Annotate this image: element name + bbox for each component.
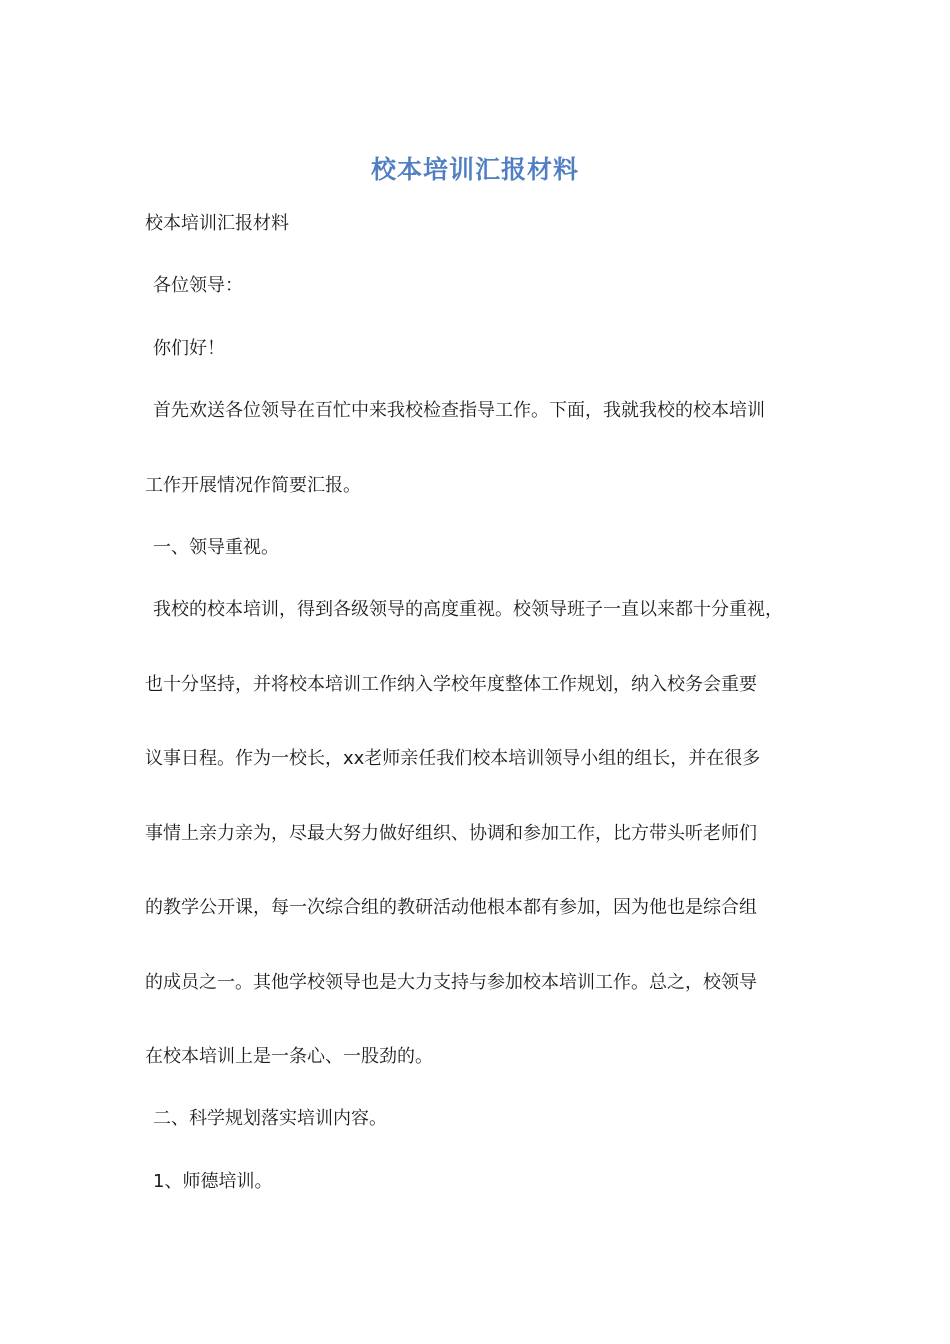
paragraph-line: 首先欢送各位领导在百忙中来我校检查指导工作。下面，我就我校的校本培训 xyxy=(153,400,765,421)
subsection-heading: 1、师德培训。 xyxy=(153,1171,273,1192)
paragraph-line: 在校本培训上是一条心、一股劲的。 xyxy=(145,1046,433,1067)
paragraph-line: 事情上亲力亲为，尽最大努力做好组织、协调和参加工作，比方带头听老师们 xyxy=(145,823,757,844)
paragraph-line: 我校的校本培训，得到各级领导的高度重视。校领导班子一直以来都十分重视， xyxy=(153,599,783,620)
salutation-line: 各位领导： xyxy=(153,275,243,296)
paragraph-line: 也十分坚持，并将校本培训工作纳入学校年度整体工作规划，纳入校务会重要 xyxy=(145,674,757,695)
paragraph-line: 的成员之一。其他学校领导也是大力支持与参加校本培训工作。总之，校领导 xyxy=(145,972,757,993)
subtitle-line: 校本培训汇报材料 xyxy=(145,213,289,234)
paragraph-line: 议事日程。作为一校长，xx老师亲任我们校本培训领导小组的组长，并在很多 xyxy=(145,748,761,769)
section-heading: 一、领导重视。 xyxy=(153,537,279,558)
section-heading: 二、科学规划落实培训内容。 xyxy=(153,1108,387,1129)
paragraph-line: 的教学公开课，每一次综合组的教研活动他根本都有参加，因为他也是综合组 xyxy=(145,897,757,918)
paragraph-line: 工作开展情况作简要汇报。 xyxy=(145,475,361,496)
document-title: 校本培训汇报材料 xyxy=(370,155,579,184)
greeting-line: 你们好！ xyxy=(153,338,225,359)
